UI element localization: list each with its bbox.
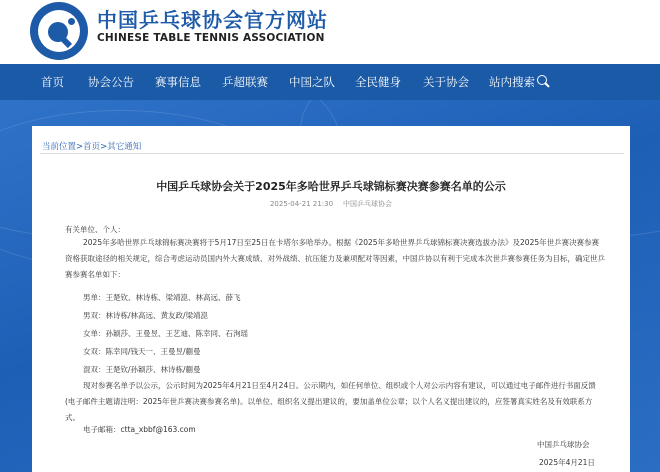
article-date: 2025-04-21 21:30 — [269, 200, 334, 208]
roster-women-doubles: 女双：陈幸同/钱天一、王曼昱/蒯曼 — [83, 347, 201, 356]
contact-email[interactable]: 电子邮箱：ctta_xbbf@163.com — [83, 425, 196, 434]
roster-men-singles: 男单：王楚钦、林诗栋、梁靖崑、林高远、薛飞 — [83, 293, 241, 302]
intro-paragraph: 2025年多哈世界乒乓球锦标赛决赛将于5月17日至25日在卡塔尔多哈举办。根据《2025年多哈世界乒乓球锦标赛决赛选拔办法》及2025年世乒赛决赛参赛资格获取途径的相关规定，综合考虑运动员国内外大赛成绩、对外战绩、抗压能力及兼项配对等因素，中国乒协以有利于完成本次世乒赛参赛任务为目标，确定世乒赛参赛名单如下： — [65, 238, 605, 279]
site-header — [0, 0, 660, 64]
sign-date: 2025年4月21日 — [539, 458, 595, 467]
breadcrumb: 当前位置>首页>其它通知 — [42, 142, 142, 152]
site-name-en: CHINESE TABLE TENNIS ASSOCIATION — [97, 32, 325, 44]
ball-icon — [68, 18, 75, 25]
roster-mixed-doubles: 混双：王楚钦/孙颖莎、林诗栋/蒯曼 — [83, 365, 201, 374]
nav-item-site-search[interactable]: 站内搜索 — [489, 75, 535, 89]
breadcrumb-other-notices[interactable]: 其它通知 — [107, 142, 142, 152]
article-meta — [32, 199, 630, 209]
notice-paragraph: 现对参赛名单予以公示，公示时间为2025年4月21日至4月24日。公示期内，如任何单位、组织或个人对公示内容有建议，可以通过电子邮件进行书面反馈(电子邮件主题请注明：2025年世乒赛决赛参赛名单)。以单位、组织名义提出建议的，要加盖单位公章；以个人名义提出建议的，应签署真实姓名及有效联系方式。 — [65, 381, 596, 422]
search-icon[interactable] — [537, 75, 550, 88]
logo-inner — [38, 10, 80, 52]
breadcrumb-divider — [40, 153, 624, 154]
nav-item-super-league[interactable]: 乒超联赛 — [222, 75, 268, 89]
nav-item-about[interactable]: 关于协会 — [423, 75, 469, 89]
main-nav — [0, 64, 660, 100]
greeting: 有关单位、个人： — [65, 225, 125, 234]
nav-item-national-team[interactable]: 中国之队 — [289, 75, 335, 89]
article-title: 中国乒乓球协会关于2025年多哈世界乒乓球锦标赛决赛参赛名单的公示 — [156, 180, 506, 193]
nav-item-announcements[interactable]: 协会公告 — [88, 75, 134, 89]
signature: 中国乒乓球协会 — [537, 440, 590, 449]
roster-women-singles: 女单：孙颖莎、王曼昱、王艺迪、陈幸同、石洵瑶 — [83, 329, 248, 338]
article-source: 中国乒乓球协会 — [343, 200, 393, 208]
article-panel — [32, 126, 630, 472]
nav-item-fitness[interactable]: 全民健身 — [355, 75, 401, 89]
ctta-logo[interactable] — [30, 2, 88, 60]
site-name-cn[interactable]: 中国乒乓球协会官方网站 — [97, 8, 328, 32]
breadcrumb-home[interactable]: 首页 — [83, 142, 101, 152]
paddle-handle-icon — [58, 34, 72, 48]
breadcrumb-prefix: 当前位置 — [42, 142, 77, 152]
nav-item-events[interactable]: 赛事信息 — [155, 75, 201, 89]
roster-men-doubles: 男双：林诗栋/林高远、黄友政/梁靖崑 — [83, 311, 209, 320]
nav-item-home[interactable]: 首页 — [41, 75, 64, 89]
